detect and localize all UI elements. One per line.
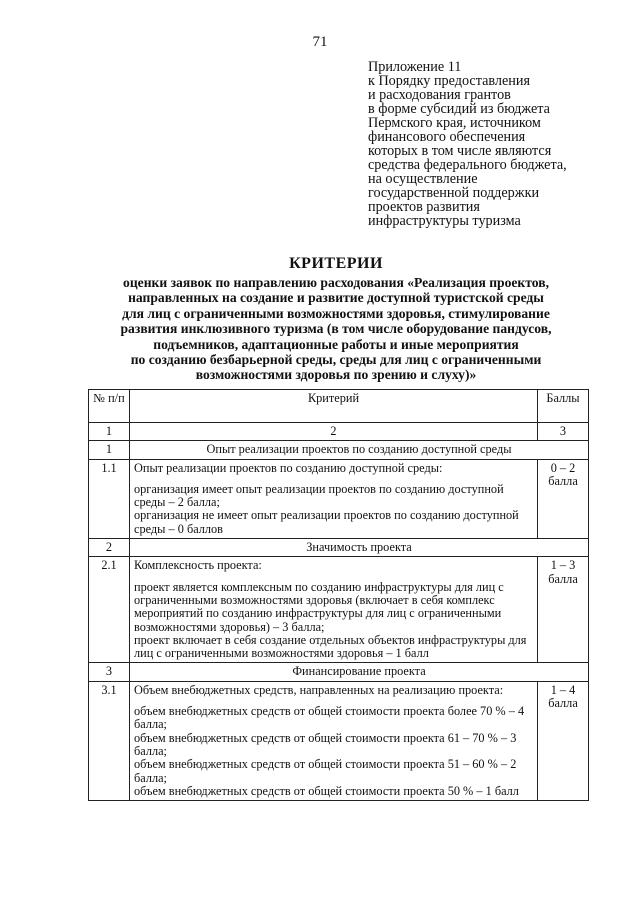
item-num: 3.1 <box>89 681 130 800</box>
item-label: Комплексность проекта: <box>134 558 262 573</box>
header-score: Баллы <box>538 390 589 423</box>
appendix-line: проектов развития <box>368 199 480 215</box>
item-option: объем внебюджетных средств от общей стоимости проекта 51 – 60 % – 2 балла; <box>134 757 517 785</box>
item-score: 0 – 2 балла <box>538 459 589 538</box>
document-title: КРИТЕРИИ <box>289 255 383 272</box>
item-option: объем внебюджетных средств от общей стоимости проекта 50 % – 1 балл <box>134 783 519 798</box>
item-option: объем внебюджетных средств от общей стоимости проекта более 70 % – 4 балла; <box>134 704 525 732</box>
item-label: Объем внебюджетных средств, направленных на реализацию проекта: <box>134 682 504 697</box>
header-criterion: Критерий <box>130 390 538 423</box>
item-description <box>130 557 538 663</box>
column-number-row <box>89 423 589 441</box>
section-num: 2 <box>89 539 130 557</box>
appendix-line: Пермского края, источником <box>368 115 541 131</box>
item-num: 2.1 <box>89 557 130 663</box>
appendix-line: в форме субсидий из бюджета <box>368 101 550 117</box>
subtitle-line: оценки заявок по направлению расходования «Реализация проектов, <box>123 275 549 290</box>
appendix-line: на осуществление <box>368 171 478 187</box>
appendix-line: Приложение 11 <box>368 59 462 75</box>
item-description <box>130 459 538 538</box>
item-score: 1 – 4 балла <box>538 681 589 800</box>
col-number-1: 1 <box>89 423 130 441</box>
subtitle-line: возможностями здоровья по зрению и слуху)» <box>195 367 477 383</box>
section-title: Опыт реализации проектов по созданию доступной среды <box>130 441 589 459</box>
item-option: объем внебюджетных средств от общей стоимости проекта 61 – 70 % – 3 балла; <box>134 730 517 758</box>
appendix-line: которых в том числе являются <box>368 143 552 159</box>
document-subtitle <box>60 275 612 383</box>
item-option: проект является комплексным по созданию инфраструктуры для лиц с ограниченными возможностями здоровья (включает в себя комплекс мероприятий по созданию инфраструктуры для лиц с ограниченными возможностями здоровья) – 3 балла; <box>134 579 504 634</box>
appendix-line: государственной поддержки <box>368 185 540 201</box>
section-title: Значимость проекта <box>130 539 589 557</box>
subtitle-line: по созданию безбарьерной среды, среды для лиц с ограниченными <box>130 352 542 368</box>
header-num: № п/п <box>89 390 130 423</box>
item-num: 1.1 <box>89 459 130 538</box>
col-number-3: 3 <box>538 423 589 441</box>
appendix-line: инфраструктуры туризма <box>368 213 521 229</box>
col-number-2: 2 <box>130 423 538 441</box>
item-option: проект включает в себя создание отдельных объектов инфраструктуры для лиц с ограниченными возможностями здоровья – 1 балл <box>134 632 527 661</box>
item-label: Опыт реализации проектов по созданию доступной среды: <box>134 460 443 475</box>
subtitle-line: для лиц с ограниченными возможностями здоровья, стимулирование <box>122 305 550 321</box>
table-row <box>89 459 589 538</box>
page-number: 71 <box>312 34 328 50</box>
table-row <box>89 557 589 663</box>
section-row <box>89 663 589 681</box>
section-num: 3 <box>89 663 130 681</box>
section-row <box>89 441 589 459</box>
subtitle-line: развития инклюзивного туризма (в том числе оборудование пандусов, <box>120 321 552 337</box>
appendix-note <box>368 60 618 228</box>
subtitle-line: направленных на создание и развитие доступной туристской среды <box>128 290 544 306</box>
appendix-line: и расходования грантов <box>368 87 511 103</box>
section-title: Финансирование проекта <box>130 663 589 681</box>
table-header-row <box>89 390 589 423</box>
appendix-line: средства федерального бюджета, <box>368 157 567 173</box>
subtitle-line: подъемников, адаптационные работы и иные мероприятия <box>153 336 519 352</box>
criteria-table <box>88 389 589 801</box>
appendix-line: к Порядку предоставления <box>368 73 530 89</box>
item-option: организация имеет опыт реализации проектов по созданию доступной среды – 2 балла; <box>134 481 504 510</box>
section-num: 1 <box>89 441 130 459</box>
section-row <box>89 539 589 557</box>
item-option: организация не имеет опыт реализации проектов по созданию доступной среды – 0 баллов <box>134 508 519 536</box>
item-score: 1 – 3 балла <box>538 557 589 663</box>
table-row <box>89 681 589 800</box>
appendix-line: финансового обеспечения <box>368 129 526 145</box>
item-description <box>130 681 538 800</box>
